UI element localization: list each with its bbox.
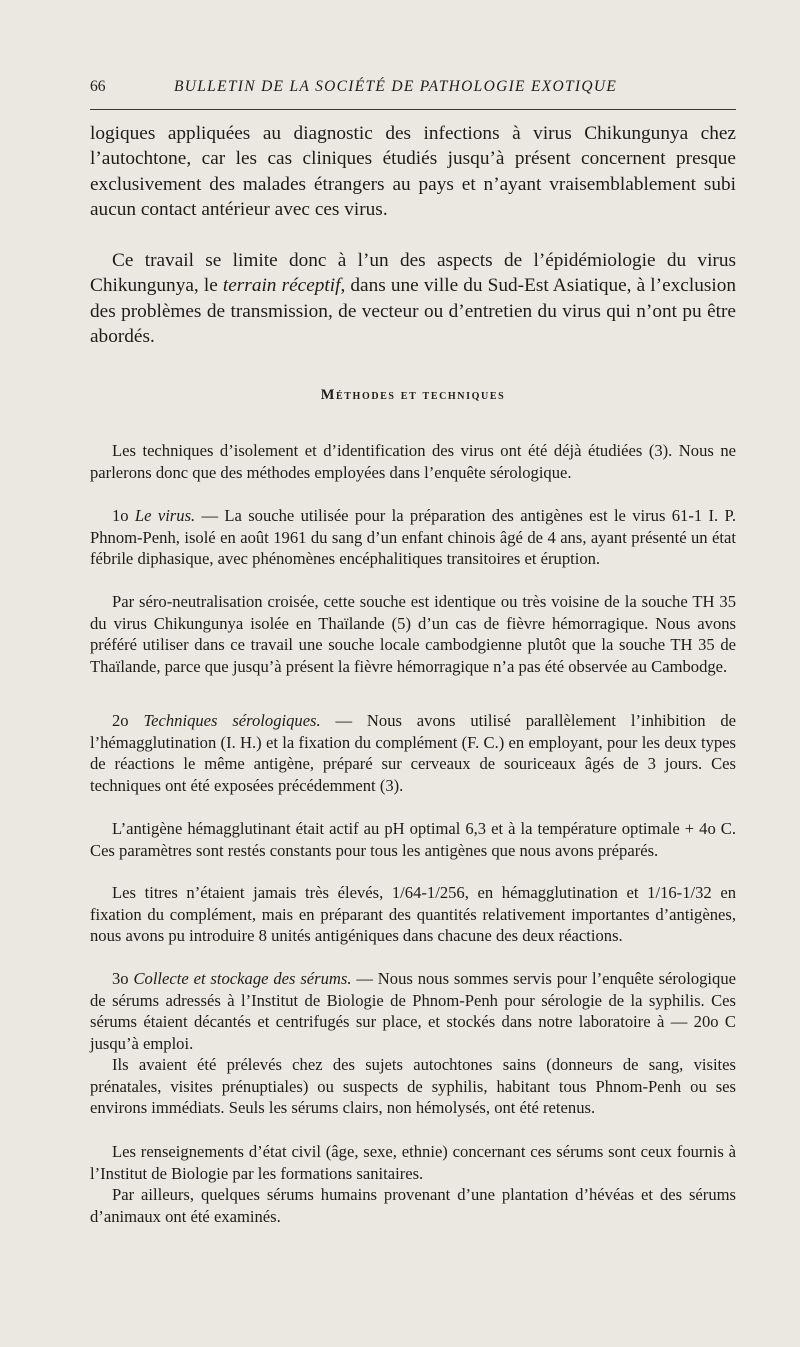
page-number: 66 [90,78,106,95]
paragraph-donors: Ils avaient été prélevés chez des sujets autochtones sains (donneurs de sang, visites prénatales, visites prénuptiales) ou suspects de syphilis, habitant tous Phnom-Penh ou ses environs immédiats. Seuls les sérums clairs, non hémolysés, ont été retenus. [90,1055,736,1118]
virus-text: — La souche utilisée pour la préparation des antigènes est le virus 61-1 I. P. Phnom-Penh, isolé en août 1961 du sang d’un enfant chinois âgé de 4 ans, ayant présenté un état fébrile diphasique, avec phénomènes encéphalitiques transitoires et éruption. [90,506,737,569]
paragraph-titres: Les titres n’étaient jamais très élevés, 1/64-1/256, en hémagglutination et 1/16-1/32 en fixation du complément, mais en préparant des quantités relativement importantes d’antigènes, nous avons pu introduire 8 unités antigéniques dans chacune des deux réactions. [90,883,736,946]
scope-text-end: , dans une ville du Sud-Est Asiatique, à l’exclusion des problèmes de transmission, de vecteur ou d’entretien du virus qui n’ont pu être abordés. [90,275,736,347]
section-heading: Méthodes et techniques [320,387,506,403]
journal-title: BULLETIN DE LA SOCIÉTÉ DE PATHOLOGIE EXOTIQUE [174,78,618,95]
collection-text: — Nous nous sommes servis pour l’enquête sérologique de sérums adressés à l’Institut de Biologie de Phnom-Penh pour sérologie de la syphilis. Ces sérums étaient décantés et centrifugés sur place, et stockés dans notre laboratoire à — 20o C jusqu’à emploi. [90,969,737,1054]
paragraph-scope [90,248,736,349]
collection-subheading: Collecte et stockage des sérums. [133,969,352,988]
virus-number: 1o [112,506,135,525]
virus-subheading: Le virus. [134,506,196,525]
paragraph-sero-neutralisation: Par séro-neutralisation croisée, cette souche est identique ou très voisine de la souche TH 35 du virus Chikungunya isolée en Thaïlande (5) d’un cas de fièvre hémorragique. Nous avons préféré utiliser dans ce travail une souche locale cambodgienne plutôt que la souche TH 35 de Thaïlande, parce que jusqu’à présent la fièvre hémorragique n’a pas été observée au Cambodge. [90,592,736,677]
paragraph-techniques [90,710,736,797]
paragraph-civil-status: Les renseignements d’état civil (âge, sexe, ethnie) concernant ces sérums sont ceux fournis à l’Institut de Biologie par les formations sanitaires. [90,1142,736,1183]
techniques-subheading: Techniques sérologiques. [143,711,321,730]
techniques-number: 2o [112,711,144,730]
scope-text-start: Ce travail se limite donc à l’un des aspects de l’épidémiologie du virus Chikungunya, le [90,250,736,297]
paragraph-other-sera: Par ailleurs, quelques sérums humains provenant d’une plantation d’hévéas et des sérums d’animaux ont été examinés. [90,1185,736,1226]
paragraph-antigen: L’antigène hémagglutinant était actif au pH optimal 6,3 et à la température optimale + 4o C. Ces paramètres sont restés constants pour tous les antigènes que nous avons préparés. [90,819,736,860]
header-rule [90,109,736,110]
techniques-text: — Nous avons utilisé parallèlement l’inhibition de l’hémagglutination (I. H.) et la fixation du complément (F. C.) en employant, pour les deux types de réactions le même antigène, préparé sur cerveaux de souriceaux âgés de 3 jours. Ces techniques ont été exposées précédemment (3). [90,711,737,796]
collection-number: 3o [112,969,134,988]
scope-term-italic: terrain réceptif [222,275,341,297]
paragraph-collection [90,968,736,1055]
paragraph-virus [90,505,736,570]
paragraph-methods-intro: Les techniques d’isolement et d’identification des virus ont été déjà étudiées (3). Nous ne parlerons donc que des méthodes employées dans l’enquête sérologique. [90,441,736,482]
paragraph-intro-continued: logiques appliquées au diagnostic des infections à virus Chikungunya chez l’autochtone, car les cas cliniques étudiés jusqu’à présent concernent presque exclusivement des malades étrangers au pays et n’ayant vraisemblablement subi aucun contact antérieur avec ces virus. [90,123,736,220]
running-header [90,78,736,102]
